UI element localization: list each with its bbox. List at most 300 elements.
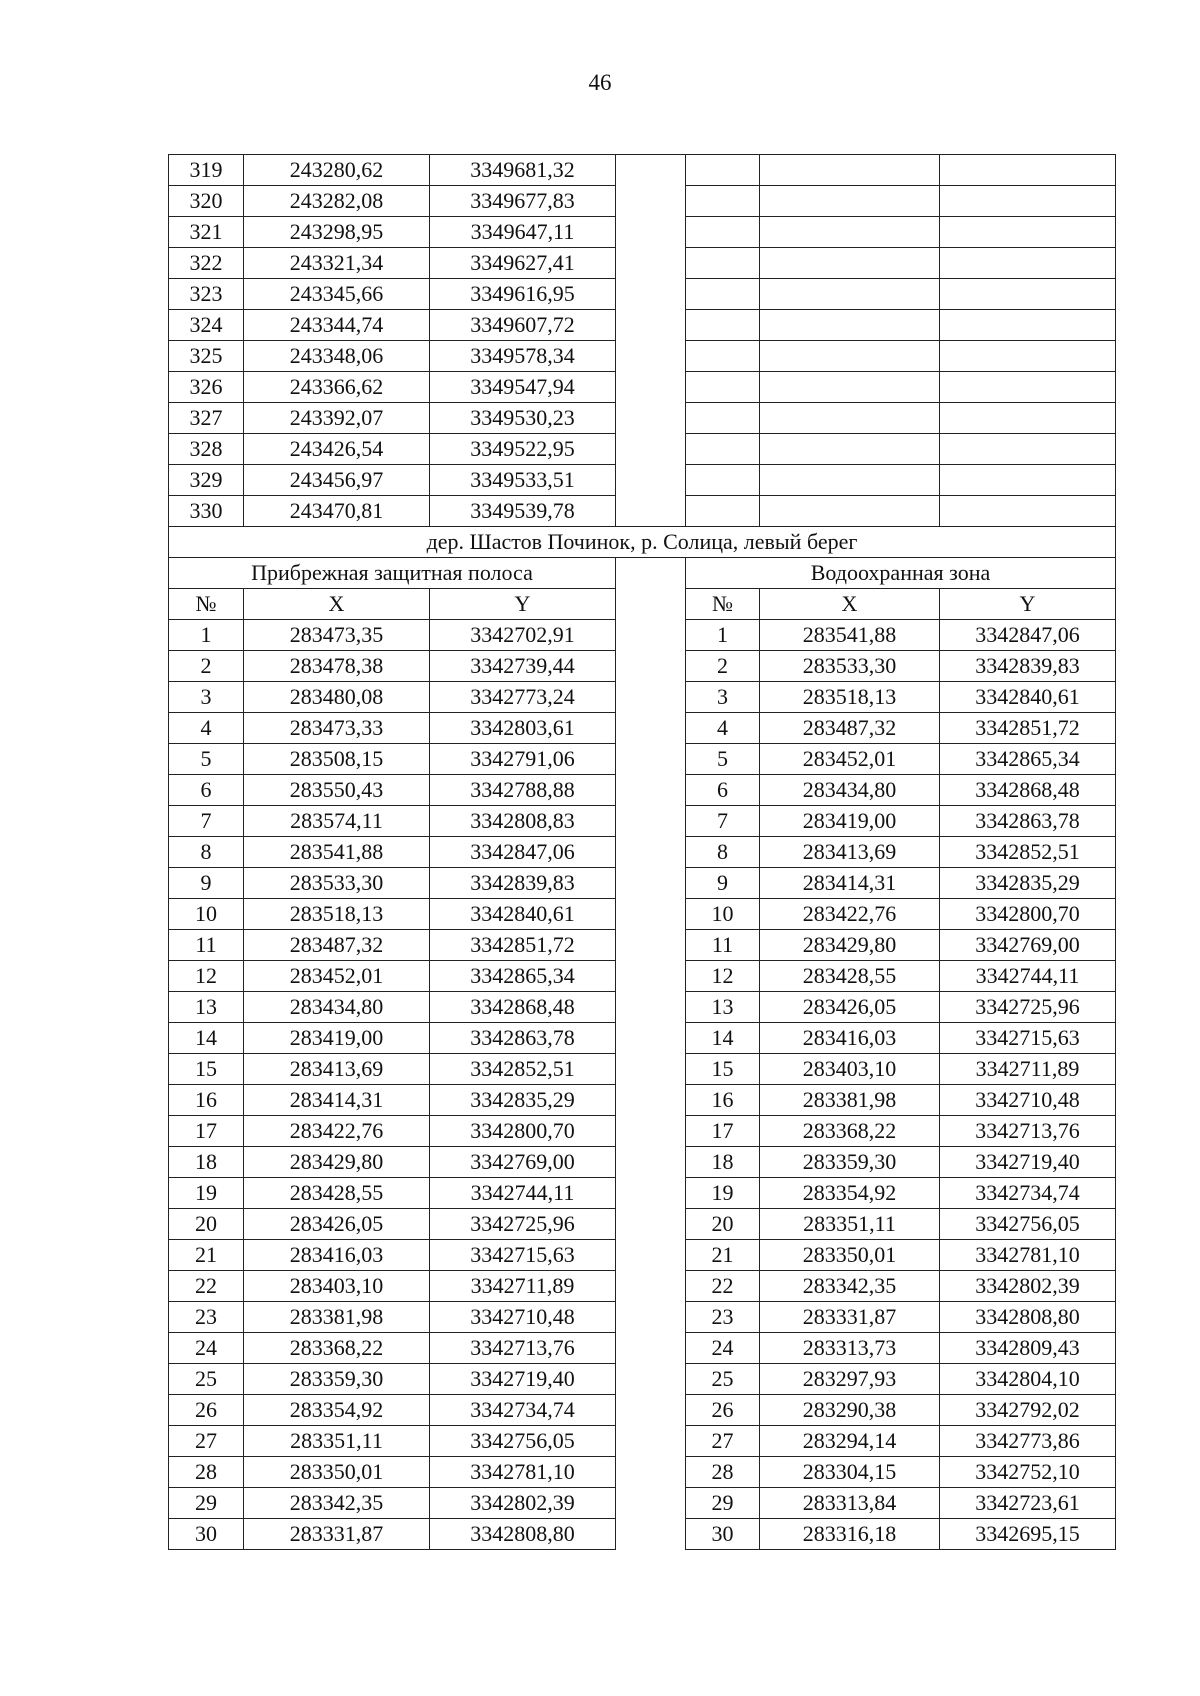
table-gap <box>616 403 686 434</box>
point-number-cell: 3 <box>686 682 760 713</box>
y-coordinate-cell: 3342715,63 <box>430 1240 616 1271</box>
point-number-cell: 30 <box>169 1519 244 1550</box>
table-row <box>169 434 1116 465</box>
y-coordinate-cell: 3342800,70 <box>940 899 1116 930</box>
empty-cell <box>940 248 1116 279</box>
point-number-cell: 4 <box>686 713 760 744</box>
y-coordinate-cell: 3342851,72 <box>430 930 616 961</box>
table-gap <box>616 310 686 341</box>
point-number-cell: 7 <box>169 806 244 837</box>
x-coordinate-header: X <box>760 589 940 620</box>
y-coordinate-cell: 3342713,76 <box>430 1333 616 1364</box>
table-row <box>169 1209 1116 1240</box>
coordinates-table <box>168 154 1116 1550</box>
y-coordinate-cell: 3342744,11 <box>430 1178 616 1209</box>
point-number-cell: 19 <box>169 1178 244 1209</box>
empty-cell <box>760 403 940 434</box>
empty-cell <box>686 372 760 403</box>
x-coordinate-cell: 283473,35 <box>244 620 430 651</box>
y-coordinate-cell: 3342865,34 <box>940 744 1116 775</box>
y-coordinate-cell: 3342808,80 <box>430 1519 616 1550</box>
y-coordinate-cell: 3342788,88 <box>430 775 616 806</box>
point-number-cell: 6 <box>686 775 760 806</box>
x-coordinate-cell: 243456,97 <box>244 465 430 496</box>
x-coordinate-cell: 283350,01 <box>244 1457 430 1488</box>
table-gap <box>616 744 686 775</box>
table-gap <box>616 961 686 992</box>
table-row <box>169 1395 1116 1426</box>
y-coordinate-cell: 3342847,06 <box>940 620 1116 651</box>
x-coordinate-cell: 283368,22 <box>760 1116 940 1147</box>
table-gap <box>616 155 686 186</box>
point-number-cell: 322 <box>169 248 244 279</box>
x-coordinate-cell: 283473,33 <box>244 713 430 744</box>
table-row <box>169 1457 1116 1488</box>
table-row <box>169 806 1116 837</box>
table-row <box>169 837 1116 868</box>
table-row <box>169 1085 1116 1116</box>
x-coordinate-cell: 283359,30 <box>244 1364 430 1395</box>
table-gap <box>616 930 686 961</box>
x-coordinate-cell: 243426,54 <box>244 434 430 465</box>
empty-cell <box>760 248 940 279</box>
table-row <box>169 279 1116 310</box>
point-number-cell: 27 <box>686 1426 760 1457</box>
point-number-cell: 319 <box>169 155 244 186</box>
coordinates-table-body <box>169 155 1116 1550</box>
table-row <box>169 217 1116 248</box>
y-coordinate-cell: 3342739,44 <box>430 651 616 682</box>
x-coordinate-cell: 283434,80 <box>244 992 430 1023</box>
point-number-cell: 5 <box>686 744 760 775</box>
point-number-cell: 11 <box>169 930 244 961</box>
table-row <box>169 775 1116 806</box>
y-coordinate-cell: 3342734,74 <box>430 1395 616 1426</box>
y-coordinate-header: Y <box>430 589 616 620</box>
point-number-cell: 16 <box>169 1085 244 1116</box>
point-number-cell: 23 <box>169 1302 244 1333</box>
point-number-cell: 26 <box>686 1395 760 1426</box>
y-coordinate-cell: 3342719,40 <box>430 1364 616 1395</box>
x-coordinate-cell: 283413,69 <box>760 837 940 868</box>
x-coordinate-cell: 283313,84 <box>760 1488 940 1519</box>
point-number-header: № <box>169 589 244 620</box>
y-coordinate-cell: 3349616,95 <box>430 279 616 310</box>
table-gap <box>616 868 686 899</box>
point-number-cell: 329 <box>169 465 244 496</box>
x-coordinate-cell: 283429,80 <box>760 930 940 961</box>
x-coordinate-cell: 243345,66 <box>244 279 430 310</box>
y-coordinate-cell: 3342711,89 <box>940 1054 1116 1085</box>
table-gap <box>616 682 686 713</box>
y-coordinate-cell: 3342839,83 <box>430 868 616 899</box>
subtable-title-row <box>169 558 1116 589</box>
x-coordinate-cell: 283480,08 <box>244 682 430 713</box>
table-row <box>169 1333 1116 1364</box>
table-row <box>169 1240 1116 1271</box>
empty-cell <box>686 403 760 434</box>
point-number-cell: 19 <box>686 1178 760 1209</box>
x-coordinate-cell: 283452,01 <box>760 744 940 775</box>
point-number-cell: 8 <box>169 837 244 868</box>
y-coordinate-cell: 3342713,76 <box>940 1116 1116 1147</box>
table-row <box>169 341 1116 372</box>
table-row <box>169 1488 1116 1519</box>
point-number-cell: 320 <box>169 186 244 217</box>
point-number-cell: 24 <box>169 1333 244 1364</box>
point-number-cell: 3 <box>169 682 244 713</box>
x-coordinate-cell: 283351,11 <box>244 1426 430 1457</box>
y-coordinate-cell: 3342835,29 <box>430 1085 616 1116</box>
x-coordinate-cell: 283508,15 <box>244 744 430 775</box>
point-number-cell: 29 <box>686 1488 760 1519</box>
empty-cell <box>686 434 760 465</box>
empty-cell <box>760 186 940 217</box>
x-coordinate-cell: 283452,01 <box>244 961 430 992</box>
y-coordinate-cell: 3349607,72 <box>430 310 616 341</box>
empty-cell <box>686 217 760 248</box>
point-number-cell: 7 <box>686 806 760 837</box>
y-coordinate-cell: 3342852,51 <box>940 837 1116 868</box>
point-number-cell: 22 <box>169 1271 244 1302</box>
point-number-cell: 1 <box>169 620 244 651</box>
water-protection-zone-title: Водоохранная зона <box>686 558 1116 589</box>
point-number-cell: 325 <box>169 341 244 372</box>
table-gap <box>616 775 686 806</box>
y-coordinate-cell: 3342802,39 <box>940 1271 1116 1302</box>
y-coordinate-cell: 3342804,10 <box>940 1364 1116 1395</box>
x-coordinate-cell: 283414,31 <box>760 868 940 899</box>
table-row <box>169 620 1116 651</box>
point-number-cell: 21 <box>169 1240 244 1271</box>
point-number-cell: 13 <box>169 992 244 1023</box>
empty-cell <box>686 186 760 217</box>
empty-cell <box>686 465 760 496</box>
table-gap <box>616 1023 686 1054</box>
table-gap <box>616 992 686 1023</box>
y-coordinate-cell: 3342711,89 <box>430 1271 616 1302</box>
x-coordinate-cell: 243282,08 <box>244 186 430 217</box>
empty-cell <box>940 155 1116 186</box>
table-gap <box>616 1426 686 1457</box>
x-coordinate-cell: 283359,30 <box>760 1147 940 1178</box>
empty-cell <box>760 341 940 372</box>
point-number-cell: 326 <box>169 372 244 403</box>
x-coordinate-cell: 283574,11 <box>244 806 430 837</box>
empty-cell <box>760 217 940 248</box>
table-row <box>169 1302 1116 1333</box>
y-coordinate-cell: 3342781,10 <box>940 1240 1116 1271</box>
y-coordinate-cell: 3349522,95 <box>430 434 616 465</box>
table-row <box>169 186 1116 217</box>
y-coordinate-cell: 3342868,48 <box>430 992 616 1023</box>
table-row <box>169 1271 1116 1302</box>
y-coordinate-cell: 3342839,83 <box>940 651 1116 682</box>
y-coordinate-cell: 3342835,29 <box>940 868 1116 899</box>
y-coordinate-cell: 3349547,94 <box>430 372 616 403</box>
table-row <box>169 868 1116 899</box>
point-number-cell: 2 <box>686 651 760 682</box>
point-number-cell: 12 <box>169 961 244 992</box>
empty-cell <box>940 186 1116 217</box>
y-coordinate-cell: 3342800,70 <box>430 1116 616 1147</box>
table-row <box>169 651 1116 682</box>
point-number-cell: 4 <box>169 713 244 744</box>
empty-cell <box>760 279 940 310</box>
point-number-cell: 8 <box>686 837 760 868</box>
point-number-cell: 5 <box>169 744 244 775</box>
empty-cell <box>760 310 940 341</box>
point-number-cell: 25 <box>169 1364 244 1395</box>
table-row <box>169 248 1116 279</box>
y-coordinate-cell: 3342868,48 <box>940 775 1116 806</box>
point-number-cell: 14 <box>686 1023 760 1054</box>
point-number-cell: 12 <box>686 961 760 992</box>
point-number-cell: 23 <box>686 1302 760 1333</box>
empty-cell <box>940 434 1116 465</box>
empty-cell <box>760 372 940 403</box>
table-gap <box>616 1240 686 1271</box>
x-coordinate-cell: 283422,76 <box>760 899 940 930</box>
x-coordinate-cell: 283351,11 <box>760 1209 940 1240</box>
y-coordinate-cell: 3342734,74 <box>940 1178 1116 1209</box>
y-coordinate-cell: 3342756,05 <box>430 1426 616 1457</box>
table-row <box>169 310 1116 341</box>
table-gap <box>616 1457 686 1488</box>
x-coordinate-cell: 283354,92 <box>760 1178 940 1209</box>
y-coordinate-cell: 3349578,34 <box>430 341 616 372</box>
x-coordinate-cell: 283541,88 <box>760 620 940 651</box>
empty-cell <box>940 496 1116 527</box>
point-number-cell: 30 <box>686 1519 760 1550</box>
x-coordinate-cell: 283518,13 <box>244 899 430 930</box>
empty-cell <box>686 279 760 310</box>
empty-cell <box>686 341 760 372</box>
table-gap <box>616 434 686 465</box>
table-row <box>169 713 1116 744</box>
point-number-cell: 14 <box>169 1023 244 1054</box>
table-row <box>169 1023 1116 1054</box>
x-coordinate-cell: 283428,55 <box>760 961 940 992</box>
empty-cell <box>940 279 1116 310</box>
x-coordinate-cell: 283416,03 <box>244 1240 430 1271</box>
y-coordinate-cell: 3342756,05 <box>940 1209 1116 1240</box>
point-number-cell: 321 <box>169 217 244 248</box>
table-gap <box>616 496 686 527</box>
point-number-cell: 22 <box>686 1271 760 1302</box>
x-coordinate-cell: 283487,32 <box>244 930 430 961</box>
x-coordinate-cell: 283419,00 <box>760 806 940 837</box>
x-coordinate-cell: 243298,95 <box>244 217 430 248</box>
point-number-cell: 327 <box>169 403 244 434</box>
point-number-cell: 6 <box>169 775 244 806</box>
table-gap <box>616 465 686 496</box>
point-number-cell: 328 <box>169 434 244 465</box>
x-coordinate-cell: 243366,62 <box>244 372 430 403</box>
x-coordinate-cell: 283550,43 <box>244 775 430 806</box>
y-coordinate-cell: 3342852,51 <box>430 1054 616 1085</box>
point-number-cell: 28 <box>169 1457 244 1488</box>
point-number-cell: 25 <box>686 1364 760 1395</box>
y-coordinate-cell: 3342702,91 <box>430 620 616 651</box>
table-gap <box>616 1519 686 1550</box>
point-number-cell: 24 <box>686 1333 760 1364</box>
x-coordinate-cell: 283518,13 <box>760 682 940 713</box>
empty-cell <box>760 434 940 465</box>
y-coordinate-cell: 3342847,06 <box>430 837 616 868</box>
x-coordinate-cell: 283403,10 <box>760 1054 940 1085</box>
table-gap <box>616 589 686 620</box>
y-coordinate-cell: 3342863,78 <box>430 1023 616 1054</box>
table-gap <box>616 713 686 744</box>
y-coordinate-cell: 3342769,00 <box>940 930 1116 961</box>
table-gap <box>616 1116 686 1147</box>
point-number-cell: 27 <box>169 1426 244 1457</box>
table-gap <box>616 899 686 930</box>
point-number-cell: 10 <box>169 899 244 930</box>
point-number-cell: 15 <box>169 1054 244 1085</box>
y-coordinate-cell: 3342744,11 <box>940 961 1116 992</box>
y-coordinate-cell: 3342773,86 <box>940 1426 1116 1457</box>
table-gap <box>616 1271 686 1302</box>
point-number-cell: 11 <box>686 930 760 961</box>
table-row <box>169 1364 1116 1395</box>
y-coordinate-cell: 3349539,78 <box>430 496 616 527</box>
point-number-cell: 17 <box>686 1116 760 1147</box>
y-coordinate-cell: 3349681,32 <box>430 155 616 186</box>
table-gap <box>616 1209 686 1240</box>
y-coordinate-cell: 3342752,10 <box>940 1457 1116 1488</box>
empty-cell <box>940 403 1116 434</box>
table-gap <box>616 620 686 651</box>
y-coordinate-cell: 3342865,34 <box>430 961 616 992</box>
point-number-cell: 29 <box>169 1488 244 1519</box>
table-row <box>169 1147 1116 1178</box>
x-coordinate-cell: 283413,69 <box>244 1054 430 1085</box>
x-coordinate-cell: 243392,07 <box>244 403 430 434</box>
page-number: 46 <box>588 70 612 95</box>
x-coordinate-cell: 283426,05 <box>244 1209 430 1240</box>
table-gap <box>616 341 686 372</box>
x-coordinate-cell: 283426,05 <box>760 992 940 1023</box>
empty-cell <box>940 217 1116 248</box>
point-number-cell: 21 <box>686 1240 760 1271</box>
table-gap <box>616 806 686 837</box>
point-number-cell: 15 <box>686 1054 760 1085</box>
table-row <box>169 496 1116 527</box>
x-coordinate-cell: 283422,76 <box>244 1116 430 1147</box>
table-row <box>169 961 1116 992</box>
x-coordinate-cell: 283304,15 <box>760 1457 940 1488</box>
x-coordinate-cell: 283533,30 <box>244 868 430 899</box>
table-gap <box>616 186 686 217</box>
y-coordinate-cell: 3349647,11 <box>430 217 616 248</box>
table-row <box>169 1519 1116 1550</box>
y-coordinate-cell: 3342803,61 <box>430 713 616 744</box>
y-coordinate-cell: 3342808,83 <box>430 806 616 837</box>
x-coordinate-cell: 283290,38 <box>760 1395 940 1426</box>
x-coordinate-cell: 283403,10 <box>244 1271 430 1302</box>
table-row <box>169 744 1116 775</box>
x-coordinate-cell: 243280,62 <box>244 155 430 186</box>
x-coordinate-cell: 283368,22 <box>244 1333 430 1364</box>
column-header-row <box>169 589 1116 620</box>
y-coordinate-cell: 3342840,61 <box>940 682 1116 713</box>
x-coordinate-cell: 283428,55 <box>244 1178 430 1209</box>
table-gap <box>616 1085 686 1116</box>
table-gap <box>616 1395 686 1426</box>
x-coordinate-cell: 283331,87 <box>244 1519 430 1550</box>
point-number-cell: 9 <box>169 868 244 899</box>
x-coordinate-cell: 243344,74 <box>244 310 430 341</box>
empty-cell <box>940 310 1116 341</box>
point-number-cell: 323 <box>169 279 244 310</box>
empty-cell <box>686 155 760 186</box>
table-gap <box>616 279 686 310</box>
x-coordinate-cell: 283331,87 <box>760 1302 940 1333</box>
y-coordinate-cell: 3342808,80 <box>940 1302 1116 1333</box>
table-row <box>169 1054 1116 1085</box>
y-coordinate-cell: 3342792,02 <box>940 1395 1116 1426</box>
y-coordinate-cell: 3349530,23 <box>430 403 616 434</box>
table-gap <box>616 372 686 403</box>
y-coordinate-cell: 3342773,24 <box>430 682 616 713</box>
y-coordinate-cell: 3342802,39 <box>430 1488 616 1519</box>
y-coordinate-cell: 3342840,61 <box>430 899 616 930</box>
x-coordinate-cell: 283533,30 <box>760 651 940 682</box>
y-coordinate-cell: 3342851,72 <box>940 713 1116 744</box>
x-coordinate-cell: 283297,93 <box>760 1364 940 1395</box>
empty-cell <box>686 248 760 279</box>
y-coordinate-cell: 3342725,96 <box>430 1209 616 1240</box>
table-row <box>169 155 1116 186</box>
y-coordinate-cell: 3342781,10 <box>430 1457 616 1488</box>
empty-cell <box>760 496 940 527</box>
y-coordinate-cell: 3342769,00 <box>430 1147 616 1178</box>
x-coordinate-cell: 283541,88 <box>244 837 430 868</box>
x-coordinate-cell: 283342,35 <box>760 1271 940 1302</box>
x-coordinate-cell: 243321,34 <box>244 248 430 279</box>
point-number-cell: 28 <box>686 1457 760 1488</box>
table-row <box>169 372 1116 403</box>
x-coordinate-cell: 243348,06 <box>244 341 430 372</box>
point-number-cell: 17 <box>169 1116 244 1147</box>
point-number-header: № <box>686 589 760 620</box>
section-title-row <box>169 527 1116 558</box>
x-coordinate-cell: 283478,38 <box>244 651 430 682</box>
table-gap <box>616 837 686 868</box>
point-number-cell: 13 <box>686 992 760 1023</box>
table-gap <box>616 1178 686 1209</box>
x-coordinate-cell: 283419,00 <box>244 1023 430 1054</box>
y-coordinate-cell: 3342715,63 <box>940 1023 1116 1054</box>
empty-cell <box>760 155 940 186</box>
y-coordinate-cell: 3342791,06 <box>430 744 616 775</box>
y-coordinate-cell: 3349627,41 <box>430 248 616 279</box>
y-coordinate-cell: 3342710,48 <box>940 1085 1116 1116</box>
y-coordinate-cell: 3342809,43 <box>940 1333 1116 1364</box>
table-gap <box>616 1054 686 1085</box>
empty-cell <box>940 372 1116 403</box>
table-gap <box>616 558 686 589</box>
table-gap <box>616 1488 686 1519</box>
section-title: дер. Шастов Починок, р. Солица, левый берег <box>169 527 1116 558</box>
y-coordinate-cell: 3349677,83 <box>430 186 616 217</box>
table-row <box>169 1116 1116 1147</box>
y-coordinate-cell: 3342863,78 <box>940 806 1116 837</box>
x-coordinate-cell: 283429,80 <box>244 1147 430 1178</box>
point-number-cell: 1 <box>686 620 760 651</box>
